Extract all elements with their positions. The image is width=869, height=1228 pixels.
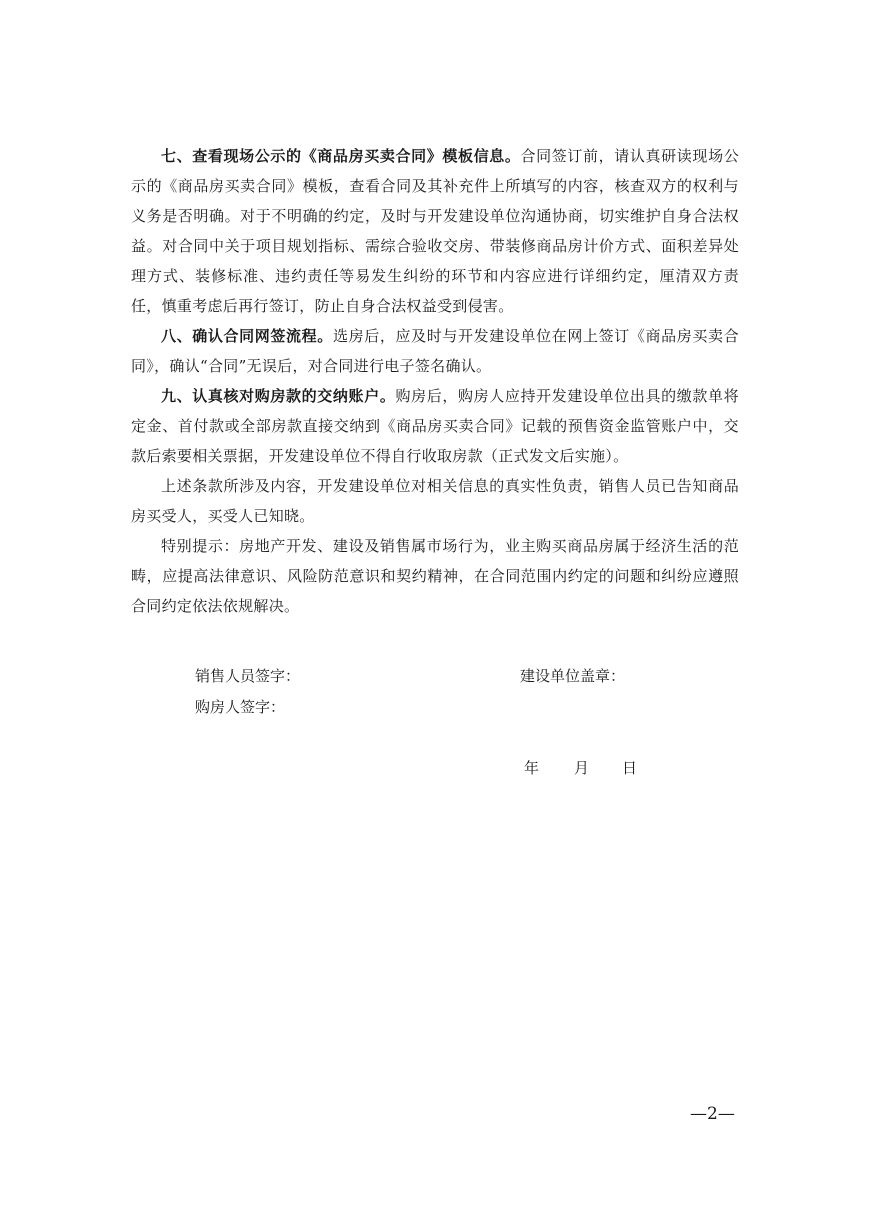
clause-nine-heading: 九、认真核对购房款的交纳账户。 — [161, 387, 396, 405]
clause-eight-heading: 八、确认合同网签流程。 — [161, 327, 333, 345]
developer-seal-label: 建设单位盖章： — [520, 667, 626, 685]
clause-eight — [131, 321, 739, 381]
date-year: 年 — [524, 759, 540, 777]
clause-nine — [131, 381, 739, 471]
clause-eight-text: 选房后，应及时与开发建设单位在网上签订《商品房买卖合同》，确认“合同”无误后，对合同进行电子签名确认。 — [131, 327, 739, 375]
document-body — [131, 141, 739, 621]
clause-seven — [131, 141, 739, 321]
date-month: 月 — [574, 759, 590, 777]
clause-seven-heading: 七、查看现场公示的《商品房买卖合同》模板信息。 — [161, 147, 521, 165]
salesperson-signature-label: 销售人员签字： — [195, 667, 301, 685]
disclosure-statement — [131, 471, 739, 531]
clause-seven-text: 合同签订前，请认真研读现场公示的《商品房买卖合同》模板，查看合同及其补充件上所填写的内容，核查双方的权利与义务是否明确。对于不明确的约定，及时与开发建设单位沟通协商，切实维护自身合法权益。对合同中关于项目规划指标、需综合验收交房、带装修商品房计价方式、面积差异处理方式、装修标准、违约责任等易发生纠纷的环节和内容应进行详细约定，厘清双方责任，慎重考虑后再行签订，防止自身合法权益受到侵害。 — [131, 147, 739, 315]
date-day: 日 — [622, 759, 638, 777]
special-notice-text: 特别提示：房地产开发、建设及销售属市场行为，业主购买商品房属于经济生活的范畴，应提高法律意识、风险防范意识和契约精神，在合同范围内约定的问题和纠纷应遵照合同约定依法依规解决。 — [131, 537, 739, 615]
special-notice — [131, 531, 739, 621]
clause-nine-text: 购房后，购房人应持开发建设单位出具的缴款单将定金、首付款或全部房款直接交纳到《商品房买卖合同》记载的预售资金监管账户中，交款后索要相关票据，开发建设单位不得自行收取房款（正式发文后实施）。 — [131, 387, 739, 465]
page-number: —2— — [690, 1104, 735, 1124]
disclosure-statement-text: 上述条款所涉及内容，开发建设单位对相关信息的真实性负责，销售人员已告知商品房买受人，买受人已知晓。 — [131, 477, 739, 525]
buyer-signature-label: 购房人签字： — [195, 698, 286, 716]
